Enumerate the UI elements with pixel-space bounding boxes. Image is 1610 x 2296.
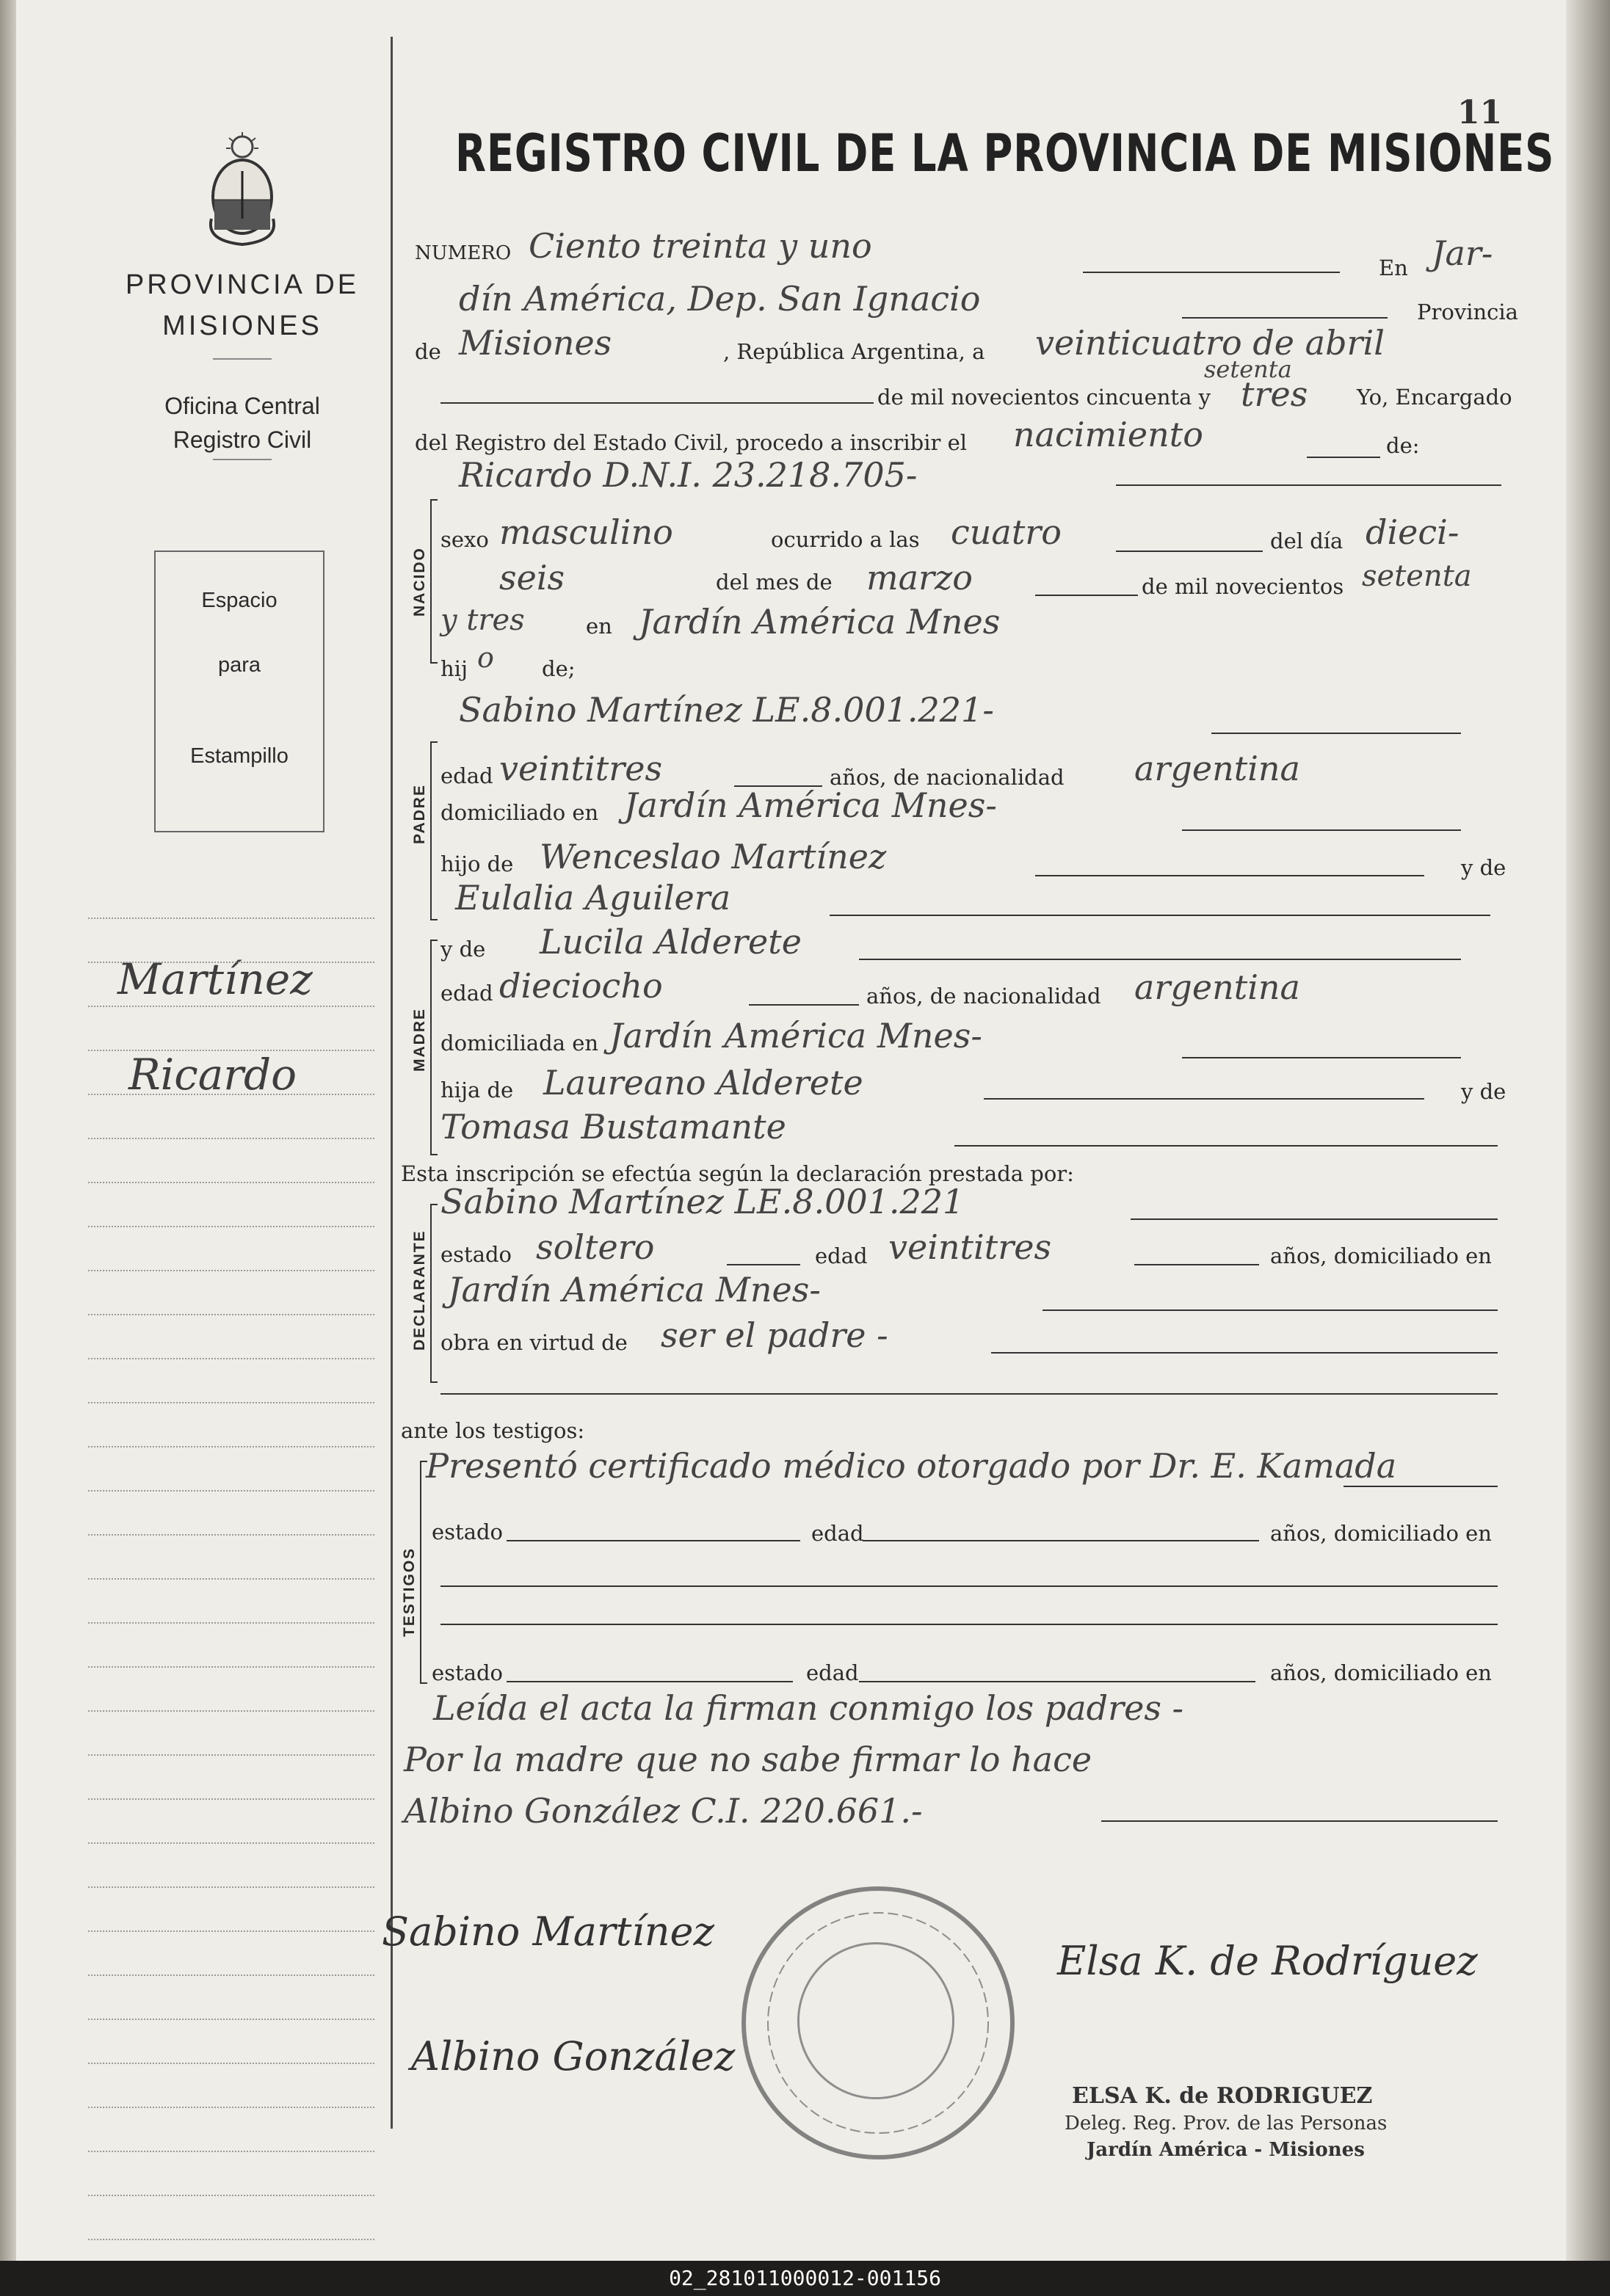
margin-ruling-line (88, 1710, 374, 1712)
value-madre: Lucila Alderete (540, 922, 802, 962)
fill-line (859, 959, 1461, 960)
signature-witness: Albino González (411, 2033, 736, 2079)
label-obra: obra en virtud de (440, 1330, 628, 1355)
section-bracket (430, 1204, 438, 1383)
fill-line (507, 1540, 800, 1541)
note-line-3: Albino González C.I. 220.661.- (404, 1791, 923, 1831)
value-testigo: Presentó certificado médico otorgado por Dr. E. Kamada (426, 1446, 1397, 1486)
registrar-name: ELSA K. de RODRIGUEZ (1072, 2083, 1373, 2109)
value-lugar-nac: Jardín América Mnes (639, 602, 1001, 642)
label-edad-decl: edad (815, 1243, 868, 1268)
label-edad-madre: edad (440, 981, 493, 1006)
registrar-title: Deleg. Reg. Prov. de las Personas (1065, 2112, 1388, 2135)
fill-line (984, 1098, 1424, 1100)
stamp-label-3: Estampillo (190, 744, 289, 768)
stamp-space-box (154, 551, 324, 832)
value-abuelo-m: Laureano Alderete (543, 1063, 863, 1102)
margin-ruling-line (88, 1886, 374, 1888)
label-y-de-madre: y de (440, 937, 486, 962)
section-label-testigos: TESTIGOS (401, 1547, 418, 1637)
value-hij: o (477, 642, 494, 674)
office-line-2: Registro Civil (173, 426, 312, 453)
page-number: 11 (1457, 94, 1503, 131)
label-del-mes: del mes de (716, 570, 833, 595)
fill-line (954, 1145, 1498, 1147)
fill-line (1116, 484, 1501, 486)
label-estado-t2: estado (432, 1660, 504, 1685)
note-line-1: Leída el acta la firman conmigo los padres - (433, 1688, 1184, 1728)
label-del-registro: del Registro del Estado Civil, procedo a inscribir el (415, 430, 968, 455)
margin-ruling-line (88, 918, 374, 919)
margin-ruling-line (88, 1006, 374, 1007)
label-de-colon: de: (1386, 433, 1420, 458)
value-lugar-2: dín América, Dep. San Ignacio (459, 279, 981, 319)
divider (213, 459, 272, 460)
column-divider (391, 37, 393, 2129)
margin-ruling-line (88, 1842, 374, 1844)
section-label-madre: MADRE (411, 1008, 428, 1072)
section-bracket (430, 499, 438, 664)
fill-line (440, 402, 874, 404)
section-bracket (430, 940, 438, 1155)
fill-line (440, 1624, 1498, 1625)
page-title: REGISTRO CIVIL DE LA PROVINCIA DE MISIONES (455, 123, 1555, 184)
margin-ruling-line (88, 1622, 374, 1624)
value-fecha: veinticuatro de abril (1035, 323, 1385, 363)
margin-ruling-line (88, 1226, 374, 1227)
label-de-semicolon: de; (542, 656, 576, 681)
margin-ruling-line (88, 1754, 374, 1756)
fill-line (830, 915, 1490, 916)
value-hora: cuatro (951, 512, 1062, 552)
registrar-location: Jardín América - Misiones (1087, 2139, 1365, 2161)
value-abuelo: Wenceslao Martínez (540, 837, 887, 876)
margin-given-name: Ricardo (128, 1050, 297, 1100)
fill-line (1101, 1820, 1498, 1822)
value-madre-edad: dieciocho (499, 966, 663, 1006)
official-seal (741, 1886, 1015, 2159)
book-edge (1566, 0, 1610, 2261)
value-padre-nac: argentina (1134, 749, 1300, 788)
signature-father: Sabino Martínez (382, 1908, 714, 1955)
value-anio-nac-1: setenta (1362, 559, 1472, 593)
label-edad: edad (440, 763, 493, 788)
margin-ruling-line (88, 1094, 374, 1095)
value-padre-dom: Jardín América Mnes- (624, 785, 997, 825)
note-line-2: Por la madre que no sabe firmar lo hace (404, 1740, 1092, 1779)
label-de-mil-2: de mil novecientos (1142, 574, 1344, 599)
label-hija-de: hija de (440, 1078, 514, 1102)
section-label-declarante: DECLARANTE (411, 1229, 428, 1351)
value-dia-2: seis (499, 558, 565, 597)
margin-ruling-line (88, 1666, 374, 1668)
label-en: En (1379, 255, 1408, 280)
value-provincia: Misiones (459, 323, 612, 363)
fill-line (1035, 595, 1138, 596)
margin-ruling-line (88, 1930, 374, 1932)
fill-line (727, 1264, 800, 1265)
label-yo-encargado: Yo, Encargado (1357, 385, 1512, 410)
section-label-padre: PADRE (411, 784, 428, 844)
fill-line (507, 1681, 793, 1682)
label-hij: hij (440, 656, 468, 681)
label-y-de-2: y de (1461, 1079, 1506, 1104)
fill-line (1182, 829, 1461, 831)
label-domiciliada: domiciliada en (440, 1031, 599, 1056)
label-sexo: sexo (440, 527, 489, 552)
label-del-dia: del día (1270, 528, 1344, 553)
label-anos-dom-t2: años, domiciliado en (1270, 1660, 1492, 1685)
value-madre-nac: argentina (1134, 967, 1300, 1007)
label-en-2: en (586, 614, 612, 639)
margin-ruling-line (88, 1314, 374, 1315)
label-edad-t1: edad (811, 1521, 864, 1546)
label-provincia: Provincia (1417, 299, 1518, 324)
value-mes: marzo (866, 558, 973, 597)
divider (213, 358, 272, 360)
label-edad-t2: edad (806, 1660, 859, 1685)
margin-ruling-line (88, 2063, 374, 2064)
label-y-de: y de (1461, 855, 1506, 880)
value-abuela-m: Tomasa Bustamante (440, 1107, 786, 1147)
office-line-1: Oficina Central (164, 393, 320, 419)
margin-ruling-line (88, 1402, 374, 1403)
margin-ruling-line (88, 1975, 374, 1976)
label-ocurrido: ocurrido a las (771, 527, 920, 552)
fill-line (1182, 1057, 1461, 1058)
label-anos-dom-t1: años, domiciliado en (1270, 1521, 1492, 1546)
fill-line (440, 1585, 1498, 1587)
value-lugar-1: Jar- (1432, 233, 1493, 273)
fill-line (1344, 1486, 1498, 1487)
label-estado: estado (440, 1242, 512, 1267)
margin-ruling-line (88, 1490, 374, 1492)
margin-ruling-line (88, 962, 374, 963)
margin-ruling-line (88, 1270, 374, 1271)
binding-edge (0, 0, 16, 2261)
value-dia-1: dieci- (1366, 512, 1459, 552)
margin-ruling-line (88, 1358, 374, 1359)
fill-line (1182, 317, 1388, 319)
margin-ruling-line (88, 1182, 374, 1183)
value-decl-estado: soltero (536, 1227, 655, 1267)
value-sexo: masculino (499, 512, 673, 552)
image-id-footer: 02_281011000012-001156 (0, 2261, 1610, 2296)
margin-ruling-line (88, 2195, 374, 2196)
section-bracket (430, 741, 438, 920)
fill-line (1307, 457, 1380, 458)
value-padre-edad: veintitres (499, 749, 663, 788)
fill-line (1083, 272, 1340, 273)
label-anos-nac-madre: años, de nacionalidad (866, 984, 1101, 1009)
value-anio: tres (1241, 374, 1308, 414)
label-numero: NUMERO (415, 242, 512, 264)
label-de: de (415, 339, 441, 364)
label-republica: , República Argentina, a (723, 339, 985, 364)
margin-ruling-line (88, 2107, 374, 2108)
fill-line (749, 1004, 859, 1006)
signature-registrar: Elsa K. de Rodríguez (1057, 1938, 1478, 1984)
margin-ruling-line (88, 1578, 374, 1580)
label-domiciliado: domiciliado en (440, 800, 599, 825)
margin-ruling-line (88, 1446, 374, 1447)
margin-surname: Martínez (117, 954, 313, 1004)
margin-ruling-line (88, 1798, 374, 1800)
stamp-label-1: Espacio (201, 589, 278, 612)
fill-line (1131, 1218, 1498, 1220)
fill-line (1035, 875, 1424, 876)
fill-line (863, 1540, 1259, 1541)
label-testigos: ante los testigos: (401, 1418, 585, 1443)
value-anio-correccion: setenta (1204, 355, 1292, 383)
fill-line (859, 1681, 1255, 1682)
section-bracket (420, 1461, 427, 1684)
margin-ruling-line (88, 2151, 374, 2152)
value-declarante: Sabino Martínez LE.8.001.221 (440, 1182, 965, 1221)
label-hijo-de: hijo de (440, 851, 514, 876)
value-decl-edad: veintitres (888, 1227, 1052, 1267)
office-header (95, 389, 389, 457)
label-estado-t1: estado (432, 1519, 504, 1544)
margin-ruling-line (88, 1138, 374, 1139)
section-label-nacido: NACIDO (411, 547, 428, 617)
fill-line (1116, 551, 1263, 552)
label-anos-dom: años, domiciliado en (1270, 1243, 1492, 1268)
fill-line (440, 1393, 1498, 1395)
margin-ruling-line (88, 1534, 374, 1536)
value-padre: Sabino Martínez LE.8.001.221- (459, 690, 994, 730)
value-decl-obra: ser el padre - (661, 1315, 888, 1355)
value-madre-dom: Jardín América Mnes- (609, 1016, 982, 1056)
margin-ruling-line (88, 2019, 374, 2020)
value-decl-dom: Jardín América Mnes- (448, 1270, 821, 1309)
label-de-mil: de mil novecientos cincuenta y (877, 385, 1211, 410)
fill-line (1211, 733, 1461, 734)
coat-of-arms-icon (198, 131, 286, 248)
label-anos-nac: años, de nacionalidad (830, 765, 1065, 790)
value-acto: nacimiento (1013, 415, 1203, 454)
fill-line (1042, 1309, 1498, 1311)
value-numero: Ciento treinta y uno (529, 226, 872, 266)
stamp-label-2: para (217, 653, 261, 677)
fill-line (1134, 1264, 1259, 1265)
margin-ruling-line (88, 2239, 374, 2240)
value-anio-nac-2: y tres (440, 603, 525, 637)
fill-line (991, 1352, 1498, 1354)
label-inscripcion: Esta inscripción se efectúa según la declaración prestada por: (401, 1161, 1074, 1186)
province-header: PROVINCIA DE MISIONES (125, 269, 360, 341)
value-abuela: Eulalia Aguilera (455, 878, 731, 918)
margin-ruling-line (88, 1050, 374, 1051)
value-nombre: Ricardo D.N.I. 23.218.705- (459, 455, 918, 495)
